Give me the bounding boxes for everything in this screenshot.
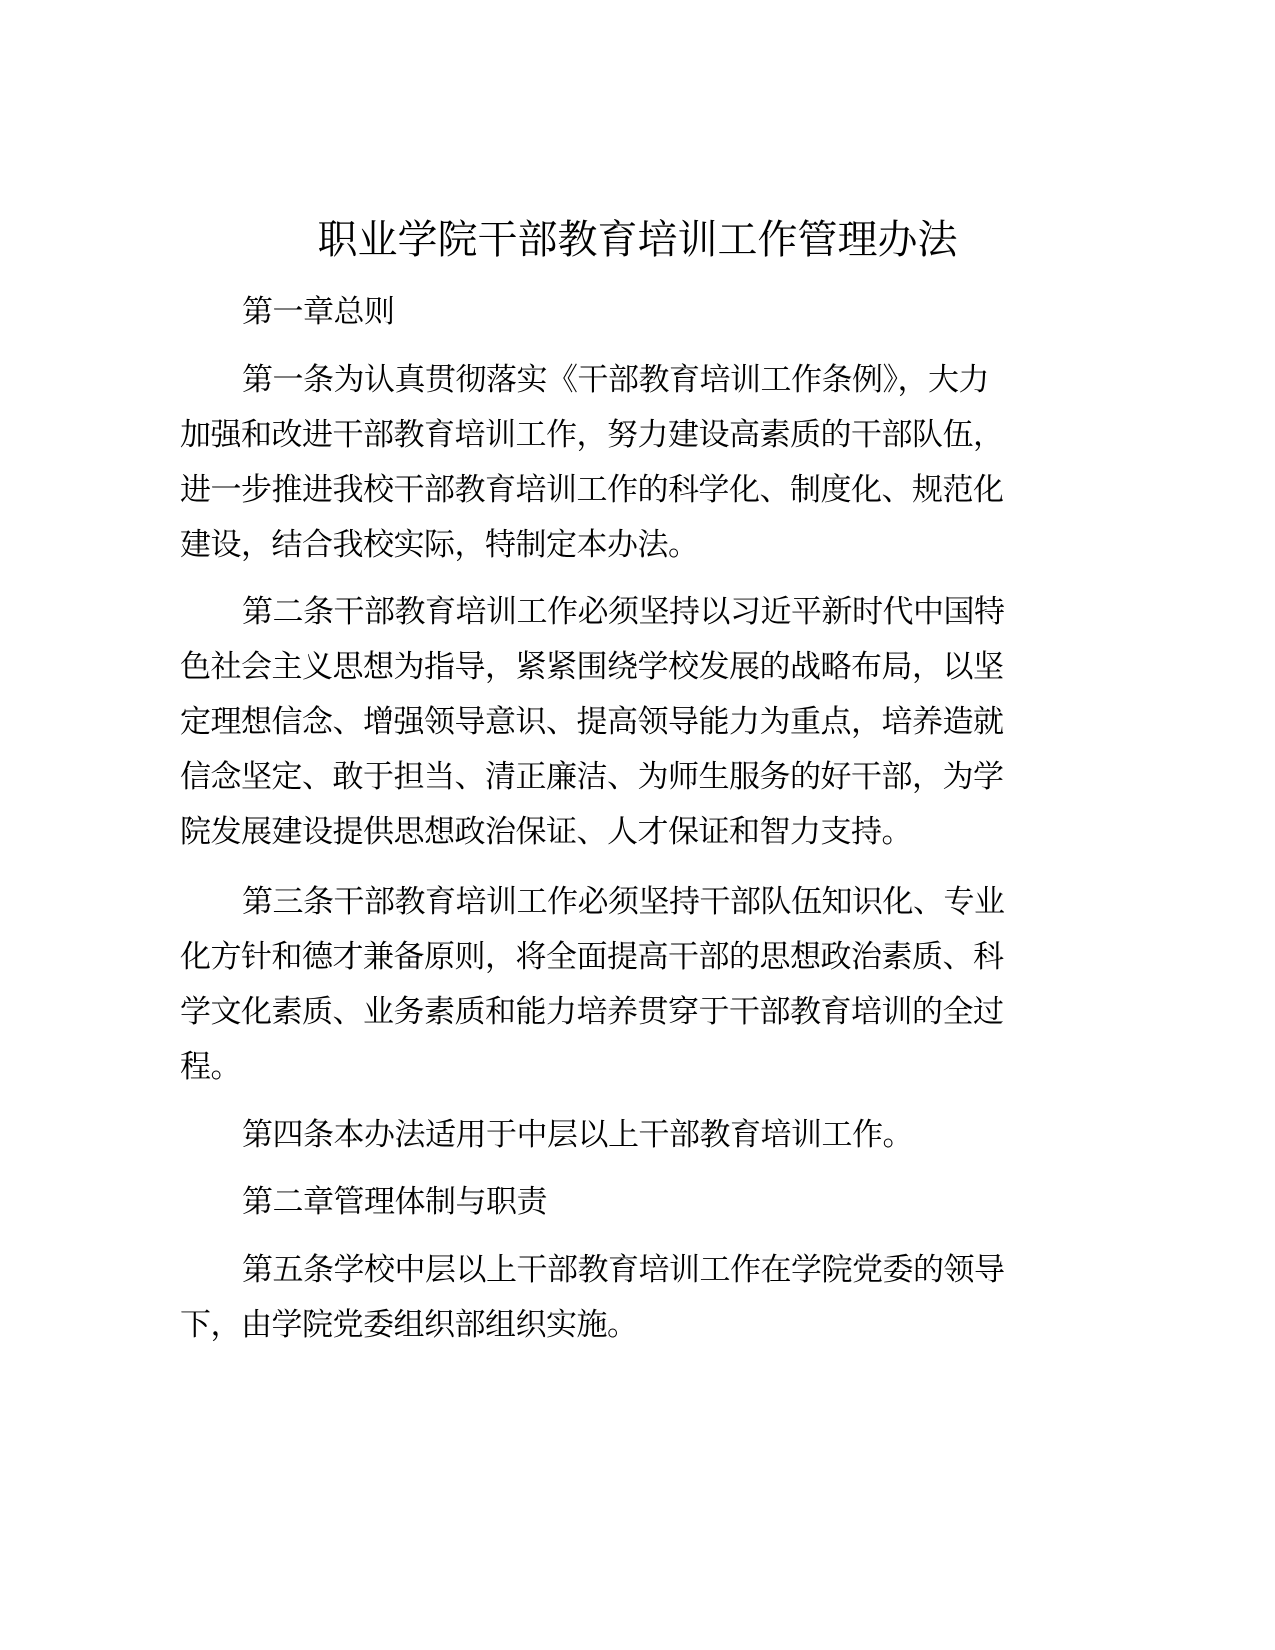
article-2-line-3: 定理想信念、增强领导意识、提高领导能力为重点，培养造就 xyxy=(180,704,1004,740)
article-3-line-4: 程。 xyxy=(180,1049,241,1085)
article-5-line-1: 第五条学校中层以上干部教育培训工作在学院党委的领导 xyxy=(242,1252,1005,1288)
article-3-line-3: 学文化素质、业务素质和能力培养贯穿于干部教育培训的全过 xyxy=(180,994,1004,1030)
article-3-line-1: 第三条干部教育培训工作必须坚持干部队伍知识化、专业 xyxy=(242,884,1005,920)
article-4-line-1: 第四条本办法适用于中层以上干部教育培训工作。 xyxy=(242,1117,913,1153)
article-2-line-1: 第二条干部教育培训工作必须坚持以习近平新时代中国特 xyxy=(242,594,1005,630)
article-1-line-1: 第一条为认真贯彻落实《干部教育培训工作条例》，大力 xyxy=(242,362,989,398)
document-title: 职业学院干部教育培训工作管理办法 xyxy=(317,217,958,263)
article-1-line-4: 建设，结合我校实际，特制定本办法。 xyxy=(180,527,699,563)
chapter-heading-2: 第二章管理体制与职责 xyxy=(242,1184,547,1220)
article-2-line-4: 信念坚定、敢于担当、清正廉洁、为师生服务的好干部，为学 xyxy=(180,759,1004,795)
chapter-heading-1: 第一章总则 xyxy=(242,294,395,330)
article-5-line-2: 下，由学院党委组织部组织实施。 xyxy=(180,1307,638,1343)
article-2-line-5: 院发展建设提供思想政治保证、人才保证和智力支持。 xyxy=(180,814,912,850)
article-1-line-2: 加强和改进干部教育培训工作，努力建设高素质的干部队伍， xyxy=(180,417,1004,453)
article-2-line-2: 色社会主义思想为指导，紧紧围绕学校发展的战略布局，以坚 xyxy=(180,649,1004,685)
article-3-line-2: 化方针和德才兼备原则，将全面提高干部的思想政治素质、科 xyxy=(180,939,1004,975)
article-1-line-3: 进一步推进我校干部教育培训工作的科学化、制度化、规范化 xyxy=(180,472,1004,508)
